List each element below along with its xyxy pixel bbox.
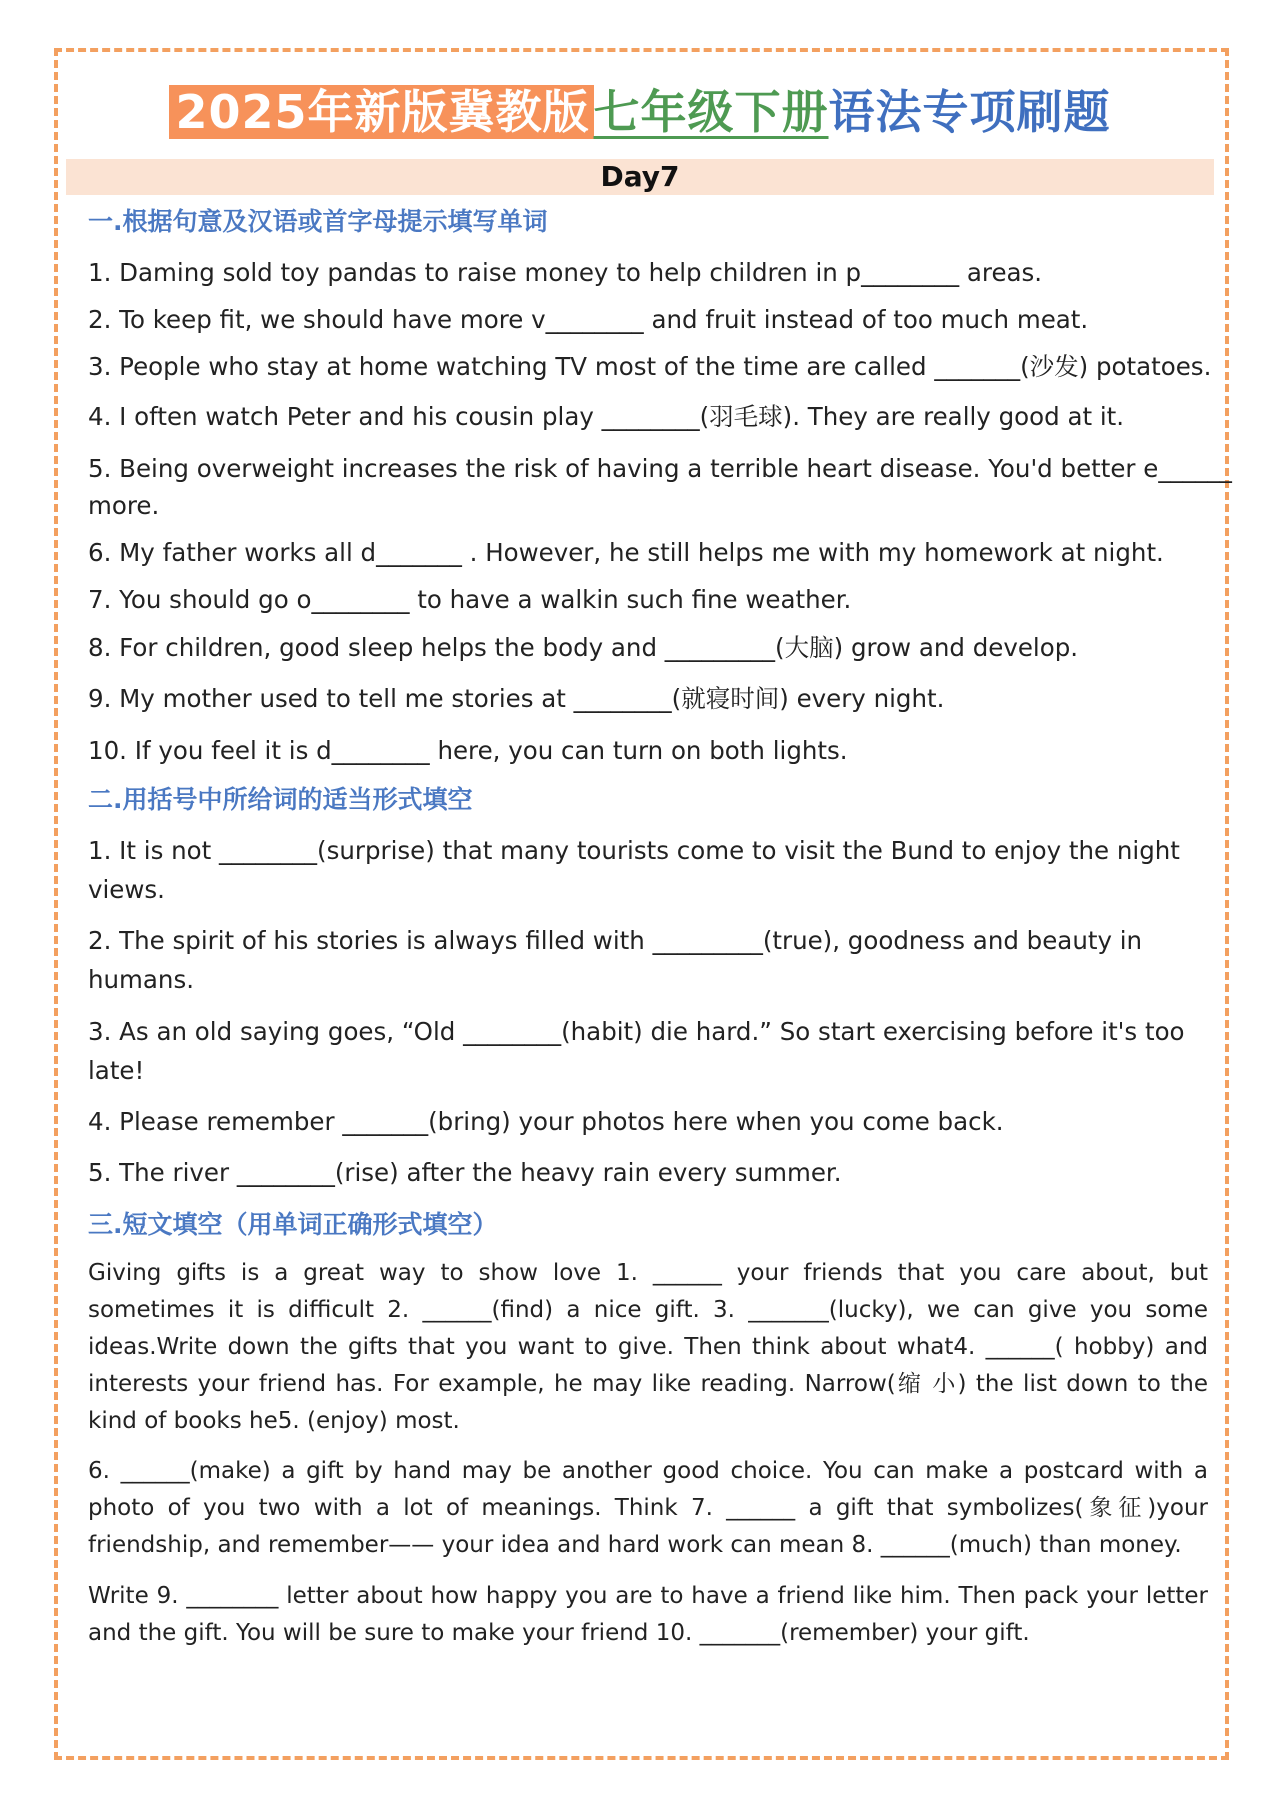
cloze-paragraph-1: Giving gifts is a great way to show love 1. ______ your friends that you care about, but sometimes it is difficult 2. ______(find) a nice gift. 3. _______(lucky), we can give you some ideas.Write down the gifts that you want to give. Then think about what4. ______( hobby) and interests your friend has. For example, he may like reading. Narrow(缩 小) the list down to the kind of books he5. (enjoy) most. [88,1260,1208,1434]
question-line: more. [88,491,160,520]
question-line: 9. My mother used to tell me stories at ________(就寝时间) every night. [88,684,945,713]
question-line: 3. As an old saying goes, “Old ________(habit) die hard.” So start exercising before it's too [88,1017,1185,1046]
section-heading-3: 三.短文填空（用单词正确形式填空） [88,1210,498,1239]
question-line: 6. My father works all d_______ . However, he still helps me with my homework at night. [88,538,1164,567]
cloze-paragraph-3: Write 9. ________ letter about how happy you are to have a friend like him. Then pack your letter and the gift. You will be sure to make your friend 10. _______(remember) your gift. [88,1583,1208,1646]
section-heading-2: 二.用括号中所给词的适当形式填空 [88,785,473,814]
cloze-paragraph-2: 6. ______(make) a gift by hand may be another good choice. You can make a postcard with a photo of you two with a lot of meanings. Think 7. ______ a gift that symbolizes(象征)your friendship, and remember—— your idea and hard work can mean 8. ______(much) than money. [88,1458,1208,1558]
question-line: humans. [88,965,195,994]
question-line: 2. To keep fit, we should have more v________ and fruit instead of too much meat. [88,305,1089,334]
section-heading-1: 一.根据句意及汉语或首字母提示填写单词 [88,207,548,236]
question-line: 1. It is not ________(surprise) that many tourists come to visit the Bund to enjoy the night [88,836,1180,865]
question-line: views. [88,875,165,904]
question-line: 5. The river ________(rise) after the heavy rain every summer. [88,1158,842,1187]
title-blue: 语法专项刷题 [828,85,1111,139]
page-title [0,73,1280,151]
question-line: 2. The spirit of his stories is always filled with _________(true), goodness and beauty in [88,926,1143,955]
title-highlight: 2025年新版冀教版 [169,85,593,139]
question-line: 10. If you feel it is d________ here, you can turn on both lights. [88,736,848,765]
question-line: 7. You should go o________ to have a walkin such fine weather. [88,585,852,614]
question-line: 5. Being overweight increases the risk of having a terrible heart disease. You'd better e______ [88,454,1232,483]
title-underlined: 七年级下册 [593,85,829,139]
question-line: 8. For children, good sleep helps the body and _________(大脑) grow and develop. [88,633,1079,662]
question-line: 3. People who stay at home watching TV most of the time are called _______(沙发) potatoes. [88,352,1212,381]
question-line: late! [88,1056,145,1085]
question-line: 1. Daming sold toy pandas to raise money to help children in p________ areas. [88,258,1043,287]
question-line: 4. Please remember _______(bring) your photos here when you come back. [88,1107,1004,1136]
day-banner: Day7 [66,159,1214,195]
question-line: 4. I often watch Peter and his cousin play ________(羽毛球). They are really good at it. [88,402,1125,431]
